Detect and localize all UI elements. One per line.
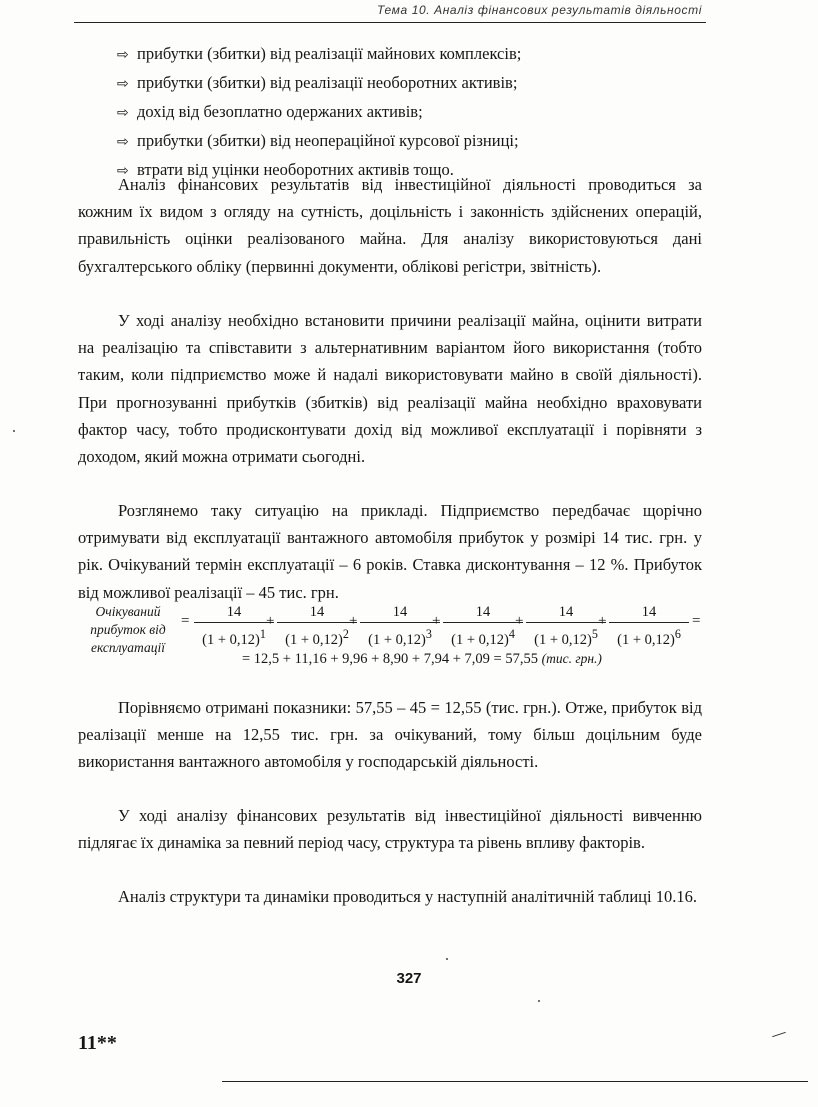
list-item-text: втрати від уцінки необоротних активів тощо.	[137, 160, 454, 179]
list-item-text: прибутки (збитки) від реалізації майнових комплексів;	[137, 44, 522, 63]
list-item-text: дохід від безоплатно одержаних активів;	[137, 102, 423, 121]
hollow-right-arrow-icon: ⇨	[117, 76, 129, 92]
paragraph-table-reference: Аналіз структури та динаміки проводиться у наступній аналітичній таблиці 10.16.	[118, 887, 697, 906]
stray-mark	[538, 1000, 540, 1002]
plus-sign: +	[598, 613, 607, 629]
bullet-list	[117, 39, 521, 184]
fraction-term: 14 $(1 + 0,12)^2$	[277, 603, 357, 649]
paragraph-comparison: Порівняємо отримані показники: 57,55 – 45 = 12,55 (тис. грн.). Отже, прибуток від реалізації менше на 12,55 тис. грн. за очікуваний, тому більш доцільним буде використання вантажного автомобіля у господарській діяльності.	[78, 698, 702, 772]
fraction-term: 14 $(1 + 0,12)^6$	[609, 603, 689, 649]
paragraph-analysis-by-type: Аналіз фінансових результатів від інвестиційної діяльності проводиться за кожним їх видом з огляду на сутність, доцільність і законність здійснених операцій, правильність оцінки реалізованого майна. Для аналізу використовуються дані бухгалтерського обліку (первинні документи, облікові регістри, звітність).	[78, 175, 702, 276]
equals-sign: =	[692, 613, 701, 629]
plus-sign: +	[266, 613, 275, 629]
list-item-text: прибутки (збитки) від неопераційної курсової різниці;	[137, 131, 519, 150]
plus-sign: +	[432, 613, 441, 629]
discount-formula	[78, 603, 714, 683]
signature-mark: 11**	[78, 1032, 117, 1054]
list-item	[117, 68, 521, 97]
plus-sign: +	[515, 613, 524, 629]
paragraph-example: Розглянемо таку ситуацію на прикладі. Підприємство передбачає щорічно отримувати від експлуатації вантажного автомобіля прибуток у розмірі 14 тис. грн. у рік. Очікуваний термін експлуатації – 6 років. Ставка дисконтування – 12 %. Прибуток від можливої реалізації – 45 тис. грн.	[78, 501, 702, 602]
hollow-right-arrow-icon: ⇨	[117, 134, 129, 150]
running-title: Тема 10. Аналіз фінансових результатів діяльності	[377, 3, 702, 17]
plus-sign: +	[349, 613, 358, 629]
paragraph-reasons-of-sale: У ході аналізу необхідно встановити причини реалізації майна, оцінити витрати на реалізацію та співставити з альтернативним варіантом його використання (тобто таким, коли підприємство може й надалі використовувати майно в своїй діяльності). При прогнозуванні прибутків (збитків) від реалізації майна необхідно враховувати фактор часу, тобто продисконтувати дохід від можливої експлуатації і порівняти з доходом, який можна отримати сьогодні.	[78, 311, 702, 467]
fraction-term: 14 $(1 + 0,12)^4$	[443, 603, 523, 649]
list-item	[117, 39, 521, 68]
formula-label: Очікуваний прибуток від експлуатації	[90, 604, 166, 655]
hollow-right-arrow-icon: ⇨	[117, 163, 129, 179]
list-item	[117, 126, 521, 155]
hollow-right-arrow-icon: ⇨	[117, 47, 129, 63]
stray-mark	[772, 1032, 786, 1037]
fraction-term: 14 $(1 + 0,12)^3$	[360, 603, 440, 649]
paragraph-dynamics: У ході аналізу фінансових результатів від інвестиційної діяльності вивченню підлягає їх динаміка за певний період часу, структура та рівень впливу факторів.	[78, 806, 702, 853]
equals-sign: =	[181, 613, 190, 629]
stray-mark	[13, 430, 15, 432]
formula-result: = 12,5 + 11,16 + 9,96 + 8,90 + 7,94 + 7,09 = 57,55 (тис. грн.)	[242, 651, 602, 667]
list-item	[117, 97, 521, 126]
hollow-right-arrow-icon: ⇨	[117, 105, 129, 121]
fraction-term: 14 $(1 + 0,12)^1$	[194, 603, 274, 649]
running-header	[74, 0, 706, 28]
list-item-text: прибутки (збитки) від реалізації необоротних активів;	[137, 73, 518, 92]
page-number: 327	[396, 970, 422, 987]
fraction-term: 14 $(1 + 0,12)^5$	[526, 603, 606, 649]
header-rule	[74, 22, 706, 23]
stray-mark	[446, 958, 448, 960]
bottom-rule	[222, 1081, 808, 1082]
